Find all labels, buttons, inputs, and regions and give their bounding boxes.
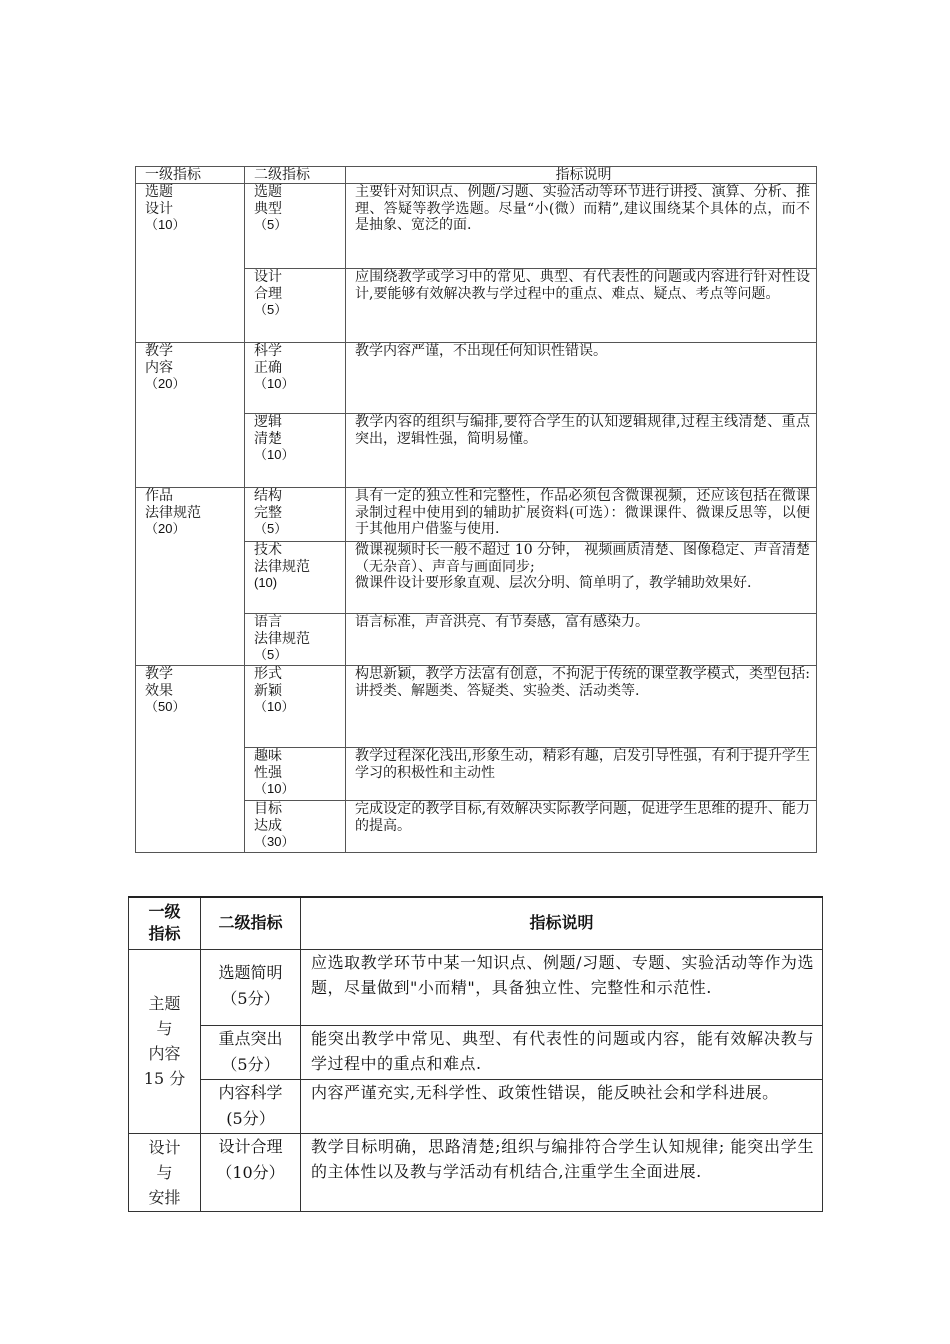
description-cell: 应围绕教学或学习中的常见、典型、有代表性的问题或内容进行针对性设计,要能够有效解决教与学过程中的重点、难点、疑点、考点等问题。 <box>346 269 817 343</box>
secondary-label-line: 合理 <box>254 285 282 302</box>
description-cell: 应选取教学环节中某一知识点、例题/习题、专题、实验活动等作为选题，尽量做到"小而精"，具备独立性、完整性和示范性. <box>301 949 823 1025</box>
secondary-label-line: 达成 <box>254 817 282 834</box>
secondary-label-line: 逻辑 <box>254 414 282 430</box>
primary-label-line: 设计 <box>145 200 173 217</box>
primary-label-line: 教学 <box>145 343 173 359</box>
secondary-label-line: 清楚 <box>254 430 282 447</box>
secondary-cell <box>201 1079 301 1133</box>
secondary-label-line: 性强 <box>254 764 282 781</box>
secondary-cell <box>245 184 346 269</box>
secondary-score: （5） <box>254 217 288 232</box>
secondary-label-line: 技术 <box>254 542 282 558</box>
table-row <box>136 343 817 414</box>
secondary-cell <box>245 666 346 748</box>
primary-cell <box>136 666 245 853</box>
secondary-score: （5分） <box>221 1054 280 1074</box>
header-primary-line: 一级 <box>148 902 181 922</box>
secondary-score: （5） <box>254 521 288 536</box>
secondary-label-line: 语言 <box>254 614 282 630</box>
primary-label-line: 与 <box>156 1162 173 1182</box>
secondary-cell <box>245 748 346 801</box>
description-cell: 语言标准，声音洪亮、有节奏感，富有感染力。 <box>346 614 817 666</box>
table-header-row <box>136 167 817 184</box>
secondary-label-line: 选题简明 <box>218 962 283 982</box>
description-cell: 教学内容的组织与编排,要符合学生的认知逻辑规律,过程主线清楚、重点突出，逻辑性强，简明易懂。 <box>346 414 817 488</box>
secondary-score: （10分） <box>216 1162 285 1182</box>
secondary-score: （5） <box>254 302 288 317</box>
secondary-score: （10） <box>254 447 295 462</box>
primary-score: （20） <box>145 521 186 536</box>
primary-score: 15 分 <box>143 1069 186 1088</box>
evaluation-table-2 <box>128 896 823 1212</box>
secondary-label-line: 结构 <box>254 488 282 504</box>
primary-label-line: 主题 <box>148 994 181 1013</box>
secondary-cell <box>245 343 346 414</box>
secondary-label-line: 设计 <box>254 269 282 285</box>
header-description: 指标说明 <box>346 167 817 184</box>
description-cell: 完成设定的教学目标,有效解决实际教学问题，促进学生思维的提升、能力的提高。 <box>346 801 817 853</box>
primary-cell <box>136 488 245 666</box>
secondary-label-line: 重点突出 <box>218 1028 283 1048</box>
secondary-label-line: 典型 <box>254 200 282 217</box>
primary-label-line: 内容 <box>145 359 173 376</box>
primary-cell <box>129 949 201 1133</box>
secondary-label-line: 目标 <box>254 801 282 817</box>
primary-label-line: 安排 <box>148 1187 181 1207</box>
secondary-score: （10） <box>254 376 295 391</box>
secondary-label-line: 法律规范 <box>254 558 310 575</box>
table-row <box>136 488 817 542</box>
secondary-label-line: 选题 <box>254 184 282 200</box>
secondary-cell <box>245 488 346 542</box>
evaluation-table-1 <box>135 166 817 853</box>
primary-label-line: 效果 <box>145 682 173 699</box>
secondary-score: （5分） <box>221 988 280 1008</box>
primary-cell <box>129 1133 201 1211</box>
secondary-label-line: 正确 <box>254 359 282 376</box>
header-primary-line: 指标 <box>148 924 181 944</box>
header-primary <box>129 897 201 949</box>
header-secondary: 二级指标 <box>201 897 301 949</box>
primary-label-line: 与 <box>156 1019 173 1038</box>
description-line: 微课件设计要形象直观、层次分明、简单明了，教学辅助效果好. <box>355 575 752 591</box>
description-cell: 构思新颖，教学方法富有创意，不拘泥于传统的课堂教学模式，类型包括:讲授类、解题类、答疑类、实验类、活动类等. <box>346 666 817 748</box>
description-line: 微课视频时长一般不超过 10 分钟， 视频画质清楚、图像稳定、声音清楚（无杂音）、声音与画面同步; <box>355 542 810 575</box>
description-cell: 教学过程深化浅出,形象生动，精彩有趣，启发引导性强，有利于提升学生学习的积极性和主动性 <box>346 748 817 801</box>
secondary-label-line: 设计合理 <box>218 1136 283 1156</box>
primary-score: （50） <box>145 699 186 714</box>
secondary-score: （5） <box>254 647 288 662</box>
secondary-score: （10） <box>254 699 295 714</box>
secondary-score: (5分） <box>226 1108 275 1128</box>
secondary-label-line: 趣味 <box>254 748 282 764</box>
description-cell: 内容严谨充实,无科学性、政策性错误，能反映社会和学科进展。 <box>301 1079 823 1133</box>
secondary-label-line: 内容科学 <box>218 1082 283 1102</box>
primary-label-line: 设计 <box>148 1137 181 1157</box>
secondary-cell <box>245 801 346 853</box>
description-cell: 教学内容严谨，不出现任何知识性错误。 <box>346 343 817 414</box>
secondary-cell <box>201 1025 301 1079</box>
secondary-label-line: 法律规范 <box>254 630 310 647</box>
table-row <box>129 1079 823 1133</box>
description-cell <box>346 542 817 614</box>
primary-label-line: 选题 <box>145 184 173 200</box>
secondary-cell <box>245 614 346 666</box>
secondary-label-line: 新颖 <box>254 682 282 699</box>
secondary-score: （10） <box>254 781 295 796</box>
primary-label-line: 作品 <box>145 488 173 504</box>
header-primary: 一级指标 <box>136 167 245 184</box>
secondary-cell <box>245 414 346 488</box>
secondary-score: (10) <box>254 575 278 590</box>
description-cell: 主要针对知识点、例题/习题、实验活动等环节进行讲授、演算、分析、推理、答疑等教学选题。尽量“小(微）而精”,建议围绕某个具体的点，而不是抽象、宽泛的面. <box>346 184 817 269</box>
secondary-cell <box>245 542 346 614</box>
header-secondary: 二级指标 <box>245 167 346 184</box>
primary-cell <box>136 184 245 343</box>
description-cell: 教学目标明确，思路清楚;组织与编排符合学生认知规律; 能突出学生的主体性以及教与学活动有机结合,注重学生全面进展. <box>301 1133 823 1211</box>
secondary-label-line: 形式 <box>254 666 282 682</box>
secondary-cell <box>201 1133 301 1211</box>
table-row <box>136 184 817 269</box>
primary-score: （10） <box>145 217 186 232</box>
secondary-label-line: 科学 <box>254 343 282 359</box>
secondary-cell <box>201 949 301 1025</box>
primary-label-line: 法律规范 <box>145 504 201 521</box>
description-cell: 能突出教学中常见、典型、有代表性的问题或内容，能有效解决教与学过程中的重点和难点. <box>301 1025 823 1079</box>
secondary-score: （30） <box>254 834 295 849</box>
primary-label-line: 教学 <box>145 666 173 682</box>
description-cell: 具有一定的独立性和完整性，作品必须包含微课视频，还应该包括在微课录制过程中使用到的辅助扩展资料(可选）：微课课件、微课反思等，以便于其他用户借鉴与使用. <box>346 488 817 542</box>
header-description: 指标说明 <box>301 897 823 949</box>
secondary-label-line: 完整 <box>254 504 282 521</box>
table-row <box>129 1133 823 1211</box>
secondary-cell <box>245 269 346 343</box>
table-row <box>136 666 817 748</box>
table-row <box>129 1025 823 1079</box>
table-row <box>129 949 823 1025</box>
table-header-row <box>129 897 823 949</box>
primary-cell <box>136 343 245 488</box>
primary-label-line: 内容 <box>148 1044 181 1063</box>
primary-score: （20） <box>145 376 186 391</box>
